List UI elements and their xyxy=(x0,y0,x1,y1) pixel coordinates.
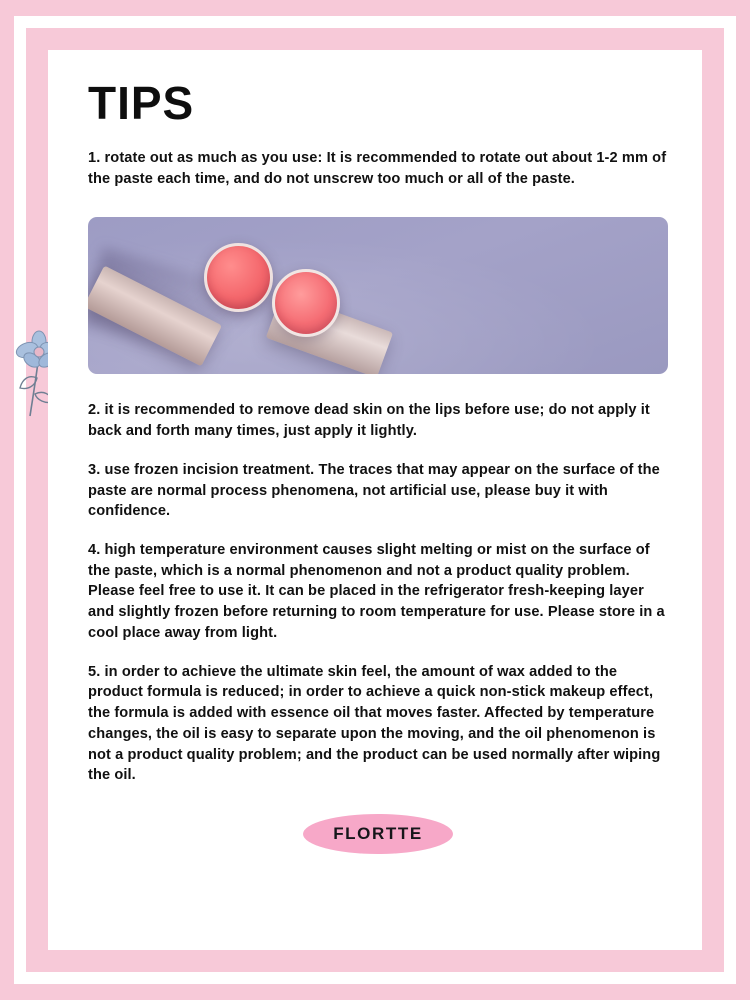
product-photo xyxy=(88,217,668,374)
tip-paragraph-4: 4. high temperature environment causes slight melting or mist on the surface of the paste, which is a normal phenomenon and not a product quality problem. Please feel free to use it. It can be placed in the refrigerator fresh-keeping layer and slightly frozen before returning to room temperature for use. Please store in a cool place away from light. xyxy=(88,542,665,641)
lipstick-paste-right xyxy=(272,269,340,337)
page-title: TIPS xyxy=(88,77,195,129)
tip-paragraph-5: 5. in order to achieve the ultimate skin feel, the amount of wax added to the product formula is reduced; in order to achieve a quick non-stick makeup effect, the formula is added with essence oil that moves faster. Affected by temperature changes, the oil is easy to separate upon the moving, and the oil phenomenon is not a product quality problem; and the product can be used normally after wiping the oil. xyxy=(88,663,661,784)
tip-paragraph-3: 3. use frozen incision treatment. The traces that may appear on the surface of the paste are normal process phenomena, not artificial use, please buy it with confidence. xyxy=(88,461,660,520)
brand-area xyxy=(88,814,668,854)
content-column xyxy=(88,77,668,854)
lipstick-paste-left xyxy=(204,243,273,312)
brand-name: FLORTTE xyxy=(333,823,423,843)
content-card xyxy=(48,50,702,950)
tip-paragraph-2: 2. it is recommended to remove dead skin on the lips before use; do not apply it back and forth many times, just apply it lightly. xyxy=(88,402,650,440)
brand-badge xyxy=(303,814,453,854)
tip-paragraph-1: 1. rotate out as much as you use: It is recommended to rotate out about 1-2 mm of the paste each time, and do not unscrew too much or all of the paste. xyxy=(88,150,667,187)
